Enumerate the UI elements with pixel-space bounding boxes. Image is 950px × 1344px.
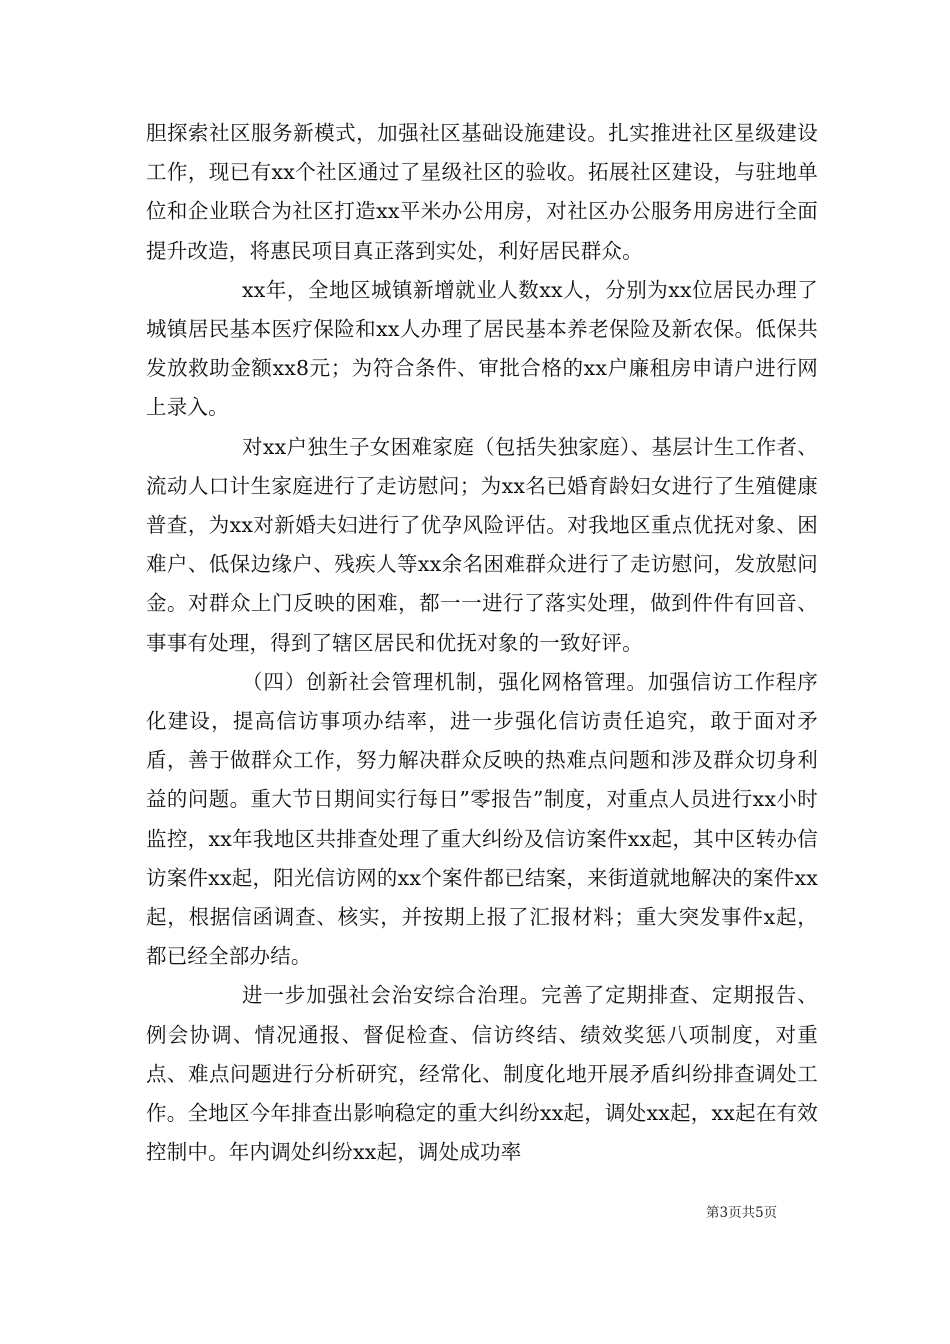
paragraph-social-management: （四）创新社会管理机制，强化网格管理。加强信访工作程序化建设，提高信访事项办结率，进一步强化信访责任追究，敢于面对矛盾，善于做群众工作，努力解决群众反映的热难点问题和涉及群众切身利益的问题。重大节日期间实行每日”零报告”制度，对重点人员进行xx小时监控，xx年我地区共排查处理了重大纠纷及信访案件xx起，其中区转办信访案件xx起，阳光信访网的xx个案件都已结案，来街道就地解决的案件xx起，根据信函调查、核实，并按期上报了汇报材料；重大突发事件x起，都已经全部办结。 xyxy=(146,669,818,969)
paragraph-community-services: 胆探索社区服务新模式，加强社区基础设施建设。扎实推进社区星级建设工作，现已有xx个社区通过了星级社区的验收。拓展社区建设，与驻地单位和企业联合为社区打造xx平米办公用房，对社区办公服务用房进行全面提升改造，将惠民项目真正落到实处，利好居民群众。 xyxy=(146,121,818,263)
paragraph-employment-insurance: xx年，全地区城镇新增就业人数xx人，分别为xx位居民办理了城镇居民基本医疗保险和xx人办理了居民基本养老保险及新农保。低保共发放救助金额xx8元；为符合条件、审批合格的xx户廉租房申请户进行网上录入。 xyxy=(146,277,818,420)
document-body xyxy=(146,114,818,1172)
paragraph-family-visits: 对xx户独生子女困难家庭（包括失独家庭）、基层计生工作者、流动人口计生家庭进行了走访慰问；为xx名已婚育龄妇女进行了生殖健康普查，为xx对新婚夫妇进行了优孕风险评估。对我地区重点优抚对象、困难户、低保边缘户、残疾人等xx余名困难群众进行了走访慰问，发放慰问金。对群众上门反映的困难，都一一进行了落实处理，做到件件有回音、事事有处理，得到了辖区居民和优抚对象的一致好评。 xyxy=(146,434,818,655)
page-number-footer: 第3页共5页 xyxy=(706,1205,778,1221)
paragraph-public-security: 进一步加强社会治安综合治理。完善了定期排查、定期报告、例会协调、情况通报、督促检查、信访终结、绩效奖惩八项制度，对重点、难点问题进行分析研究，经常化、制度化地开展矛盾纠纷排查调处工作。全地区今年排查出影响稳定的重大纠纷xx起，调处xx起，xx起在有效控制中。年内调处纠纷xx起，调处成功率 xyxy=(146,983,818,1165)
